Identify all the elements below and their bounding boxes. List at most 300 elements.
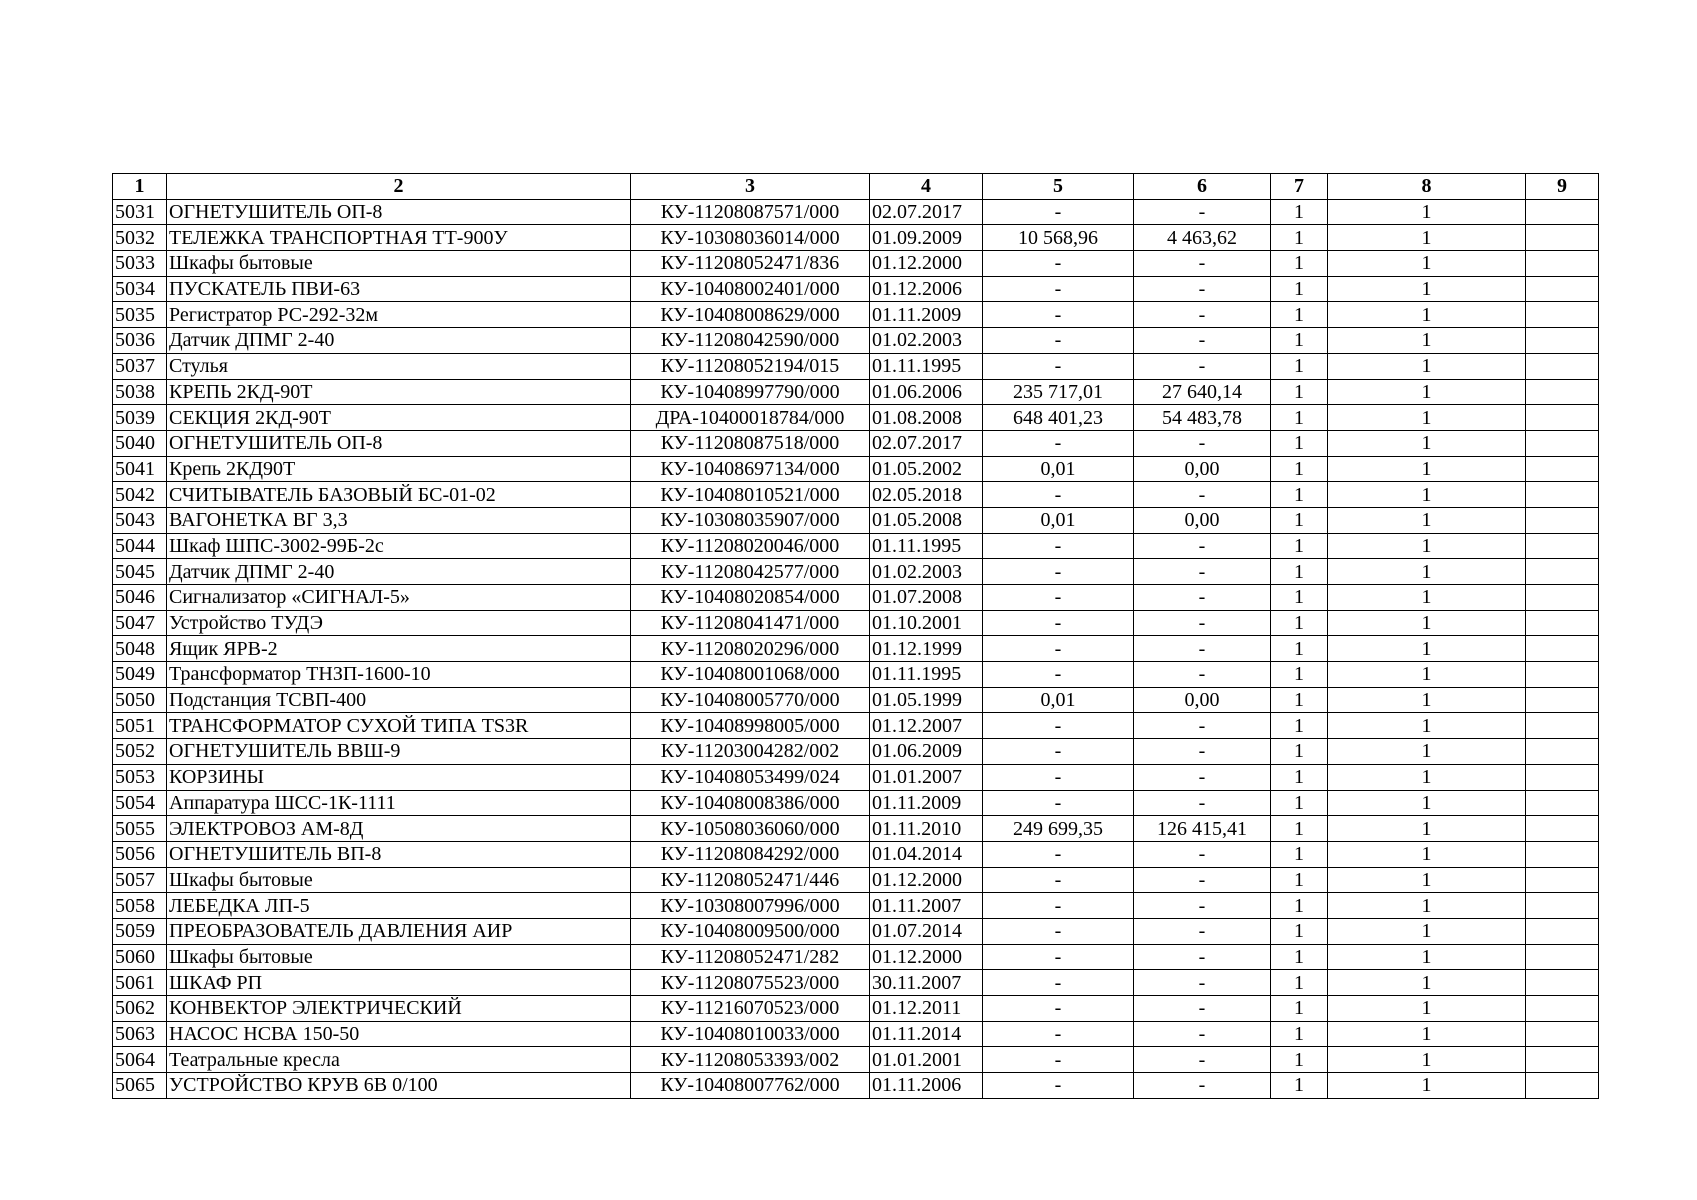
table-row: [113, 918, 1599, 944]
row-number-cell: 5042: [113, 482, 167, 508]
value-col7-cell: 1: [1271, 379, 1328, 405]
value-col7-cell: 1: [1271, 739, 1328, 765]
value-col5-cell: -: [983, 328, 1134, 354]
value-col6-cell: 4 463,62: [1134, 225, 1271, 251]
value-col7-cell: 1: [1271, 944, 1328, 970]
value-col5-cell: -: [983, 559, 1134, 585]
item-name-cell: КОРЗИНЫ: [167, 764, 631, 790]
item-name-cell: Трансформатор ТНЗП-1600-10: [167, 662, 631, 688]
inventory-code-cell: КУ-10408005770/000: [631, 687, 870, 713]
value-col7-cell: 1: [1271, 816, 1328, 842]
row-number-cell: 5059: [113, 918, 167, 944]
row-number-cell: 5031: [113, 199, 167, 225]
item-name-cell: Шкафы бытовые: [167, 867, 631, 893]
value-col9-cell: [1526, 970, 1599, 996]
inventory-code-cell: КУ-10508036060/000: [631, 816, 870, 842]
inventory-code-cell: КУ-10308007996/000: [631, 893, 870, 919]
table-row: [113, 739, 1599, 765]
value-col9-cell: [1526, 430, 1599, 456]
value-col6-cell: -: [1134, 867, 1271, 893]
date-cell: 01.05.1999: [870, 687, 983, 713]
date-cell: 01.12.2006: [870, 276, 983, 302]
value-col8-cell: 1: [1328, 867, 1526, 893]
item-name-cell: ТРАНСФОРМАТОР СУХОЙ ТИПА TS3R: [167, 713, 631, 739]
value-col7-cell: 1: [1271, 405, 1328, 431]
value-col9-cell: [1526, 867, 1599, 893]
value-col9-cell: [1526, 636, 1599, 662]
value-col6-cell: -: [1134, 585, 1271, 611]
row-number-cell: 5049: [113, 662, 167, 688]
value-col6-cell: -: [1134, 662, 1271, 688]
column-header-8: 8: [1328, 174, 1526, 200]
date-cell: 30.11.2007: [870, 970, 983, 996]
value-col7-cell: 1: [1271, 636, 1328, 662]
value-col5-cell: -: [983, 585, 1134, 611]
value-col9-cell: [1526, 533, 1599, 559]
value-col5-cell: -: [983, 790, 1134, 816]
value-col7-cell: 1: [1271, 507, 1328, 533]
table-row: [113, 893, 1599, 919]
table-row: [113, 816, 1599, 842]
date-cell: 01.12.2000: [870, 251, 983, 277]
value-col9-cell: [1526, 816, 1599, 842]
inventory-code-cell: КУ-10408001068/000: [631, 662, 870, 688]
row-number-cell: 5054: [113, 790, 167, 816]
inventory-code-cell: КУ-10408010521/000: [631, 482, 870, 508]
table-row: [113, 430, 1599, 456]
date-cell: 01.06.2006: [870, 379, 983, 405]
table-row: [113, 482, 1599, 508]
date-cell: 01.12.2000: [870, 867, 983, 893]
value-col5-cell: -: [983, 1073, 1134, 1099]
item-name-cell: Датчик ДПМГ 2-40: [167, 328, 631, 354]
date-cell: 01.02.2003: [870, 559, 983, 585]
value-col5-cell: -: [983, 867, 1134, 893]
item-name-cell: Шкаф ШПС-3002-99Б-2с: [167, 533, 631, 559]
value-col6-cell: -: [1134, 276, 1271, 302]
date-cell: 01.12.2011: [870, 996, 983, 1022]
table-row: [113, 225, 1599, 251]
value-col6-cell: -: [1134, 713, 1271, 739]
row-number-cell: 5056: [113, 841, 167, 867]
value-col9-cell: [1526, 405, 1599, 431]
row-number-cell: 5041: [113, 456, 167, 482]
item-name-cell: НАСОС НСВА 150-50: [167, 1021, 631, 1047]
value-col6-cell: -: [1134, 790, 1271, 816]
table-row: [113, 507, 1599, 533]
row-number-cell: 5057: [113, 867, 167, 893]
value-col5-cell: 10 568,96: [983, 225, 1134, 251]
date-cell: 01.11.2007: [870, 893, 983, 919]
row-number-cell: 5034: [113, 276, 167, 302]
table-row: [113, 199, 1599, 225]
inventory-code-cell: КУ-11216070523/000: [631, 996, 870, 1022]
row-number-cell: 5055: [113, 816, 167, 842]
value-col5-cell: -: [983, 970, 1134, 996]
value-col7-cell: 1: [1271, 482, 1328, 508]
value-col8-cell: 1: [1328, 790, 1526, 816]
column-header-3: 3: [631, 174, 870, 200]
value-col5-cell: -: [983, 713, 1134, 739]
value-col9-cell: [1526, 790, 1599, 816]
date-cell: 01.11.1995: [870, 533, 983, 559]
value-col6-cell: -: [1134, 430, 1271, 456]
row-number-cell: 5045: [113, 559, 167, 585]
row-number-cell: 5038: [113, 379, 167, 405]
value-col7-cell: 1: [1271, 893, 1328, 919]
value-col5-cell: 0,01: [983, 687, 1134, 713]
header-row: [113, 174, 1599, 200]
table-row: [113, 379, 1599, 405]
row-number-cell: 5043: [113, 507, 167, 533]
row-number-cell: 5062: [113, 996, 167, 1022]
row-number-cell: 5048: [113, 636, 167, 662]
date-cell: 01.04.2014: [870, 841, 983, 867]
value-col8-cell: 1: [1328, 1073, 1526, 1099]
value-col8-cell: 1: [1328, 764, 1526, 790]
row-number-cell: 5052: [113, 739, 167, 765]
date-cell: 01.11.2009: [870, 302, 983, 328]
value-col9-cell: [1526, 199, 1599, 225]
inventory-code-cell: КУ-10408002401/000: [631, 276, 870, 302]
value-col5-cell: -: [983, 944, 1134, 970]
value-col8-cell: 1: [1328, 199, 1526, 225]
item-name-cell: Крепь 2КД90Т: [167, 456, 631, 482]
value-col7-cell: 1: [1271, 996, 1328, 1022]
value-col8-cell: 1: [1328, 302, 1526, 328]
value-col6-cell: -: [1134, 918, 1271, 944]
value-col6-cell: -: [1134, 251, 1271, 277]
value-col5-cell: -: [983, 996, 1134, 1022]
date-cell: 01.12.2007: [870, 713, 983, 739]
row-number-cell: 5039: [113, 405, 167, 431]
value-col5-cell: -: [983, 764, 1134, 790]
table-row: [113, 533, 1599, 559]
value-col6-cell: -: [1134, 1021, 1271, 1047]
value-col7-cell: 1: [1271, 867, 1328, 893]
item-name-cell: Датчик ДПМГ 2-40: [167, 559, 631, 585]
value-col6-cell: 27 640,14: [1134, 379, 1271, 405]
value-col7-cell: 1: [1271, 713, 1328, 739]
inventory-code-cell: КУ-11208042590/000: [631, 328, 870, 354]
value-col7-cell: 1: [1271, 970, 1328, 996]
value-col7-cell: 1: [1271, 225, 1328, 251]
value-col9-cell: [1526, 662, 1599, 688]
value-col8-cell: 1: [1328, 610, 1526, 636]
row-number-cell: 5050: [113, 687, 167, 713]
value-col9-cell: [1526, 841, 1599, 867]
table-row: [113, 456, 1599, 482]
value-col8-cell: 1: [1328, 970, 1526, 996]
row-number-cell: 5035: [113, 302, 167, 328]
value-col6-cell: 0,00: [1134, 687, 1271, 713]
value-col8-cell: 1: [1328, 482, 1526, 508]
value-col6-cell: 126 415,41: [1134, 816, 1271, 842]
row-number-cell: 5065: [113, 1073, 167, 1099]
table-row: [113, 559, 1599, 585]
item-name-cell: КОНВЕКТОР ЭЛЕКТРИЧЕСКИЙ: [167, 996, 631, 1022]
inventory-code-cell: КУ-10408009500/000: [631, 918, 870, 944]
value-col6-cell: -: [1134, 841, 1271, 867]
value-col9-cell: [1526, 764, 1599, 790]
value-col7-cell: 1: [1271, 918, 1328, 944]
row-number-cell: 5063: [113, 1021, 167, 1047]
date-cell: 01.11.2010: [870, 816, 983, 842]
value-col8-cell: 1: [1328, 328, 1526, 354]
value-col7-cell: 1: [1271, 841, 1328, 867]
value-col6-cell: -: [1134, 302, 1271, 328]
date-cell: 01.05.2002: [870, 456, 983, 482]
row-number-cell: 5032: [113, 225, 167, 251]
date-cell: 01.07.2014: [870, 918, 983, 944]
value-col6-cell: -: [1134, 482, 1271, 508]
value-col8-cell: 1: [1328, 379, 1526, 405]
value-col9-cell: [1526, 918, 1599, 944]
inventory-code-cell: КУ-11208052194/015: [631, 353, 870, 379]
value-col8-cell: 1: [1328, 251, 1526, 277]
value-col7-cell: 1: [1271, 1073, 1328, 1099]
table-header: [113, 174, 1599, 200]
item-name-cell: Регистратор РС-292-32м: [167, 302, 631, 328]
value-col9-cell: [1526, 328, 1599, 354]
value-col5-cell: -: [983, 482, 1134, 508]
table-row: [113, 302, 1599, 328]
inventory-code-cell: КУ-10408697134/000: [631, 456, 870, 482]
value-col8-cell: 1: [1328, 1047, 1526, 1073]
item-name-cell: ЭЛЕКТРОВОЗ АМ-8Д: [167, 816, 631, 842]
item-name-cell: ПРЕОБРАЗОВАТЕЛЬ ДАВЛЕНИЯ АИР: [167, 918, 631, 944]
value-col8-cell: 1: [1328, 1021, 1526, 1047]
value-col7-cell: 1: [1271, 456, 1328, 482]
inventory-code-cell: КУ-10408007762/000: [631, 1073, 870, 1099]
column-header-6: 6: [1134, 174, 1271, 200]
value-col5-cell: -: [983, 302, 1134, 328]
value-col8-cell: 1: [1328, 559, 1526, 585]
value-col7-cell: 1: [1271, 533, 1328, 559]
value-col8-cell: 1: [1328, 918, 1526, 944]
item-name-cell: Стулья: [167, 353, 631, 379]
value-col9-cell: [1526, 225, 1599, 251]
row-number-cell: 5051: [113, 713, 167, 739]
row-number-cell: 5033: [113, 251, 167, 277]
value-col5-cell: -: [983, 199, 1134, 225]
value-col7-cell: 1: [1271, 687, 1328, 713]
value-col5-cell: -: [983, 353, 1134, 379]
table-row: [113, 610, 1599, 636]
inventory-code-cell: КУ-10408020854/000: [631, 585, 870, 611]
value-col9-cell: [1526, 739, 1599, 765]
date-cell: 01.01.2007: [870, 764, 983, 790]
value-col6-cell: -: [1134, 1073, 1271, 1099]
inventory-code-cell: КУ-11203004282/002: [631, 739, 870, 765]
value-col9-cell: [1526, 559, 1599, 585]
inventory-code-cell: КУ-11208020296/000: [631, 636, 870, 662]
inventory-code-cell: КУ-10408010033/000: [631, 1021, 870, 1047]
value-col9-cell: [1526, 585, 1599, 611]
inventory-code-cell: КУ-10408053499/024: [631, 764, 870, 790]
value-col7-cell: 1: [1271, 1021, 1328, 1047]
value-col6-cell: -: [1134, 893, 1271, 919]
inventory-code-cell: ДРА-10400018784/000: [631, 405, 870, 431]
column-header-7: 7: [1271, 174, 1328, 200]
table-row: [113, 328, 1599, 354]
value-col5-cell: -: [983, 918, 1134, 944]
asset-registry-table: [112, 173, 1599, 1099]
value-col9-cell: [1526, 610, 1599, 636]
inventory-code-cell: КУ-10308035907/000: [631, 507, 870, 533]
value-col7-cell: 1: [1271, 328, 1328, 354]
date-cell: 01.12.2000: [870, 944, 983, 970]
value-col5-cell: 235 717,01: [983, 379, 1134, 405]
value-col5-cell: -: [983, 1047, 1134, 1073]
value-col7-cell: 1: [1271, 251, 1328, 277]
value-col5-cell: -: [983, 251, 1134, 277]
date-cell: 01.07.2008: [870, 585, 983, 611]
value-col6-cell: 0,00: [1134, 507, 1271, 533]
inventory-code-cell: КУ-10408008386/000: [631, 790, 870, 816]
date-cell: 01.10.2001: [870, 610, 983, 636]
inventory-code-cell: КУ-10308036014/000: [631, 225, 870, 251]
value-col8-cell: 1: [1328, 585, 1526, 611]
value-col6-cell: -: [1134, 610, 1271, 636]
value-col5-cell: -: [983, 893, 1134, 919]
value-col7-cell: 1: [1271, 276, 1328, 302]
item-name-cell: Сигнализатор «СИГНАЛ-5»: [167, 585, 631, 611]
date-cell: 01.11.1995: [870, 353, 983, 379]
item-name-cell: Подстанция ТСВП-400: [167, 687, 631, 713]
inventory-code-cell: КУ-10408997790/000: [631, 379, 870, 405]
table-row: [113, 1021, 1599, 1047]
value-col8-cell: 1: [1328, 456, 1526, 482]
value-col7-cell: 1: [1271, 1047, 1328, 1073]
column-header-9: 9: [1526, 174, 1599, 200]
value-col8-cell: 1: [1328, 507, 1526, 533]
value-col5-cell: 648 401,23: [983, 405, 1134, 431]
value-col8-cell: 1: [1328, 687, 1526, 713]
value-col5-cell: -: [983, 430, 1134, 456]
value-col6-cell: 54 483,78: [1134, 405, 1271, 431]
value-col9-cell: [1526, 893, 1599, 919]
item-name-cell: ШКАФ РП: [167, 970, 631, 996]
value-col7-cell: 1: [1271, 559, 1328, 585]
value-col5-cell: -: [983, 739, 1134, 765]
item-name-cell: Театральные кресла: [167, 1047, 631, 1073]
value-col9-cell: [1526, 507, 1599, 533]
inventory-code-cell: КУ-10408008629/000: [631, 302, 870, 328]
date-cell: 01.12.1999: [870, 636, 983, 662]
row-number-cell: 5060: [113, 944, 167, 970]
value-col6-cell: -: [1134, 328, 1271, 354]
value-col6-cell: -: [1134, 199, 1271, 225]
value-col7-cell: 1: [1271, 353, 1328, 379]
item-name-cell: ОГНЕТУШИТЕЛЬ ОП-8: [167, 430, 631, 456]
value-col5-cell: -: [983, 533, 1134, 559]
inventory-code-cell: КУ-11208052471/446: [631, 867, 870, 893]
item-name-cell: УСТРОЙСТВО КРУВ 6В 0/100: [167, 1073, 631, 1099]
value-col6-cell: -: [1134, 533, 1271, 559]
date-cell: 02.07.2017: [870, 430, 983, 456]
date-cell: 01.06.2009: [870, 739, 983, 765]
date-cell: 01.01.2001: [870, 1047, 983, 1073]
item-name-cell: Устройство ТУДЭ: [167, 610, 631, 636]
inventory-code-cell: КУ-11208084292/000: [631, 841, 870, 867]
row-number-cell: 5061: [113, 970, 167, 996]
item-name-cell: СЕКЦИЯ 2КД-90Т: [167, 405, 631, 431]
table-row: [113, 276, 1599, 302]
value-col8-cell: 1: [1328, 405, 1526, 431]
date-cell: 01.05.2008: [870, 507, 983, 533]
table-row: [113, 764, 1599, 790]
value-col9-cell: [1526, 456, 1599, 482]
value-col7-cell: 1: [1271, 199, 1328, 225]
inventory-code-cell: КУ-11208052471/282: [631, 944, 870, 970]
item-name-cell: ВАГОНЕТКА ВГ 3,3: [167, 507, 631, 533]
value-col5-cell: 0,01: [983, 507, 1134, 533]
date-cell: 02.07.2017: [870, 199, 983, 225]
value-col7-cell: 1: [1271, 764, 1328, 790]
value-col6-cell: -: [1134, 559, 1271, 585]
value-col9-cell: [1526, 996, 1599, 1022]
value-col8-cell: 1: [1328, 533, 1526, 559]
value-col8-cell: 1: [1328, 996, 1526, 1022]
item-name-cell: ОГНЕТУШИТЕЛЬ ВП-8: [167, 841, 631, 867]
value-col5-cell: 249 699,35: [983, 816, 1134, 842]
date-cell: 01.09.2009: [870, 225, 983, 251]
value-col5-cell: -: [983, 662, 1134, 688]
date-cell: 01.02.2003: [870, 328, 983, 354]
column-header-2: 2: [167, 174, 631, 200]
value-col6-cell: -: [1134, 996, 1271, 1022]
value-col8-cell: 1: [1328, 636, 1526, 662]
value-col7-cell: 1: [1271, 610, 1328, 636]
inventory-code-cell: КУ-11208052471/836: [631, 251, 870, 277]
table-row: [113, 867, 1599, 893]
value-col6-cell: -: [1134, 636, 1271, 662]
value-col9-cell: [1526, 482, 1599, 508]
row-number-cell: 5040: [113, 430, 167, 456]
table-row: [113, 405, 1599, 431]
value-col7-cell: 1: [1271, 585, 1328, 611]
row-number-cell: 5046: [113, 585, 167, 611]
value-col9-cell: [1526, 379, 1599, 405]
table-row: [113, 790, 1599, 816]
value-col8-cell: 1: [1328, 225, 1526, 251]
value-col8-cell: 1: [1328, 662, 1526, 688]
table-row: [113, 944, 1599, 970]
item-name-cell: ПУСКАТЕЛЬ ПВИ-63: [167, 276, 631, 302]
item-name-cell: ЛЕБЕДКА ЛП-5: [167, 893, 631, 919]
value-col6-cell: -: [1134, 970, 1271, 996]
value-col8-cell: 1: [1328, 841, 1526, 867]
date-cell: 01.11.2009: [870, 790, 983, 816]
row-number-cell: 5053: [113, 764, 167, 790]
item-name-cell: КРЕПЬ 2КД-90Т: [167, 379, 631, 405]
value-col9-cell: [1526, 944, 1599, 970]
value-col5-cell: -: [983, 1021, 1134, 1047]
inventory-code-cell: КУ-11208075523/000: [631, 970, 870, 996]
value-col5-cell: -: [983, 841, 1134, 867]
value-col9-cell: [1526, 1021, 1599, 1047]
value-col7-cell: 1: [1271, 790, 1328, 816]
row-number-cell: 5047: [113, 610, 167, 636]
column-header-4: 4: [870, 174, 983, 200]
inventory-code-cell: КУ-11208053393/002: [631, 1047, 870, 1073]
inventory-code-cell: КУ-11208087518/000: [631, 430, 870, 456]
inventory-code-cell: КУ-11208087571/000: [631, 199, 870, 225]
value-col9-cell: [1526, 713, 1599, 739]
inventory-code-cell: КУ-11208042577/000: [631, 559, 870, 585]
value-col8-cell: 1: [1328, 276, 1526, 302]
